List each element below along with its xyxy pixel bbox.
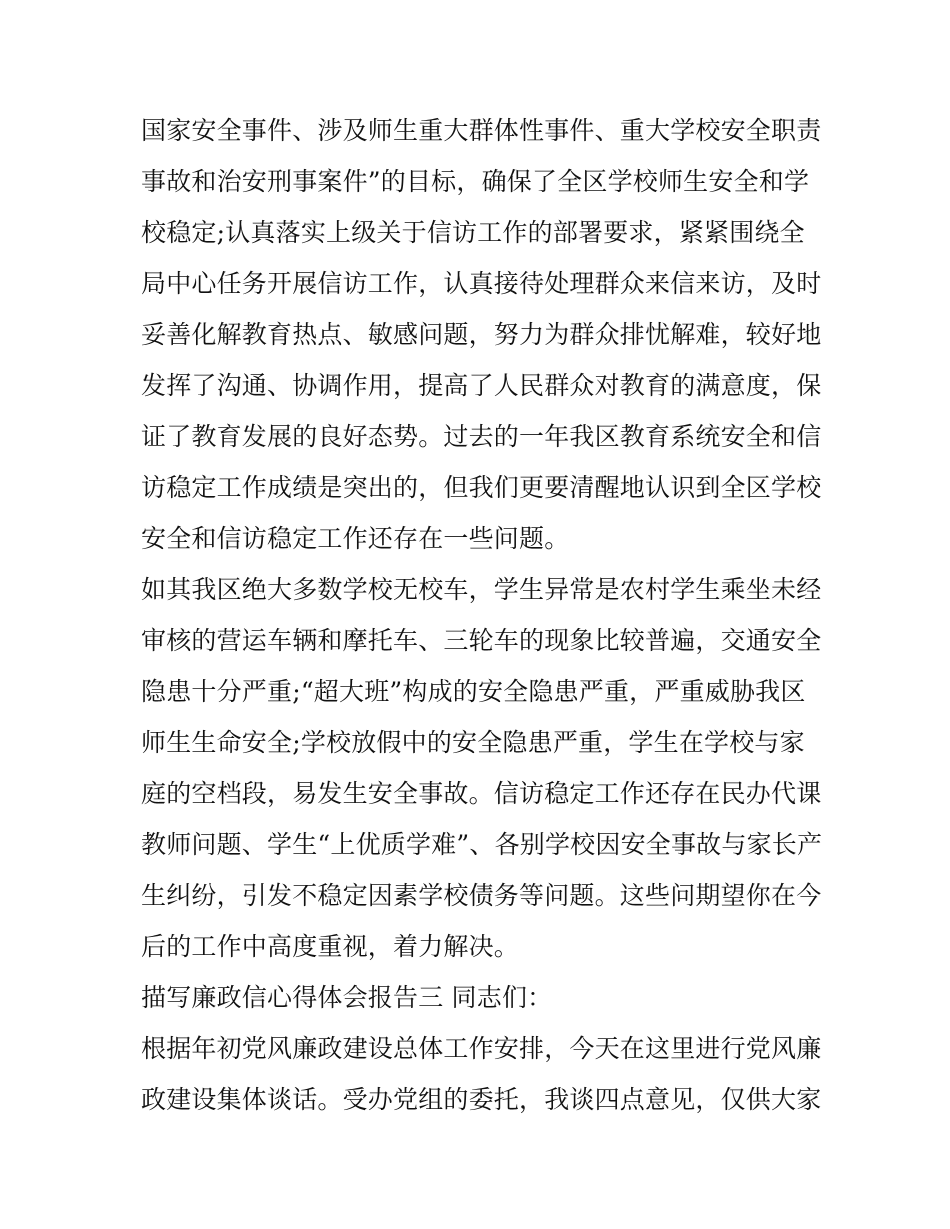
section-heading: 描写廉政信心得体会报告三 同志们： (141, 983, 553, 1012)
text-line: 妥善化解教育热点、敏感问题，努力为群众排忧解难，较好地 (141, 320, 822, 349)
text-line: 发挥了沟通、协调作用，提高了人民群众对教育的满意度，保 (141, 371, 822, 400)
text-line: 证了教育发展的良好态势。过去的一年我区教育系统安全和信 (141, 422, 822, 451)
text-line: 政建设集体谈话。受办党组的委托，我谈四点意见，仅供大家 (141, 1085, 822, 1114)
text-line: 师生生命安全;学校放假中的安全隐患严重，学生在学校与家 (141, 728, 805, 757)
text-line: 国家安全事件、涉及师生重大群体性事件、重大学校安全职责 (141, 116, 822, 145)
text-line: 安全和信访稳定工作还存在一些问题。 (141, 524, 570, 553)
text-line: 局中心任务开展信访工作，认真接待处理群众来信来访，及时 (141, 269, 822, 298)
text-line: 生纠纷，引发不稳定因素学校债务等问题。这些问期望你在今 (141, 881, 822, 910)
text-line: 教师问题、学生“上优质学难”、各别学校因安全事故与家长产 (141, 830, 823, 859)
text-line: 后的工作中高度重视，着力解决。 (141, 932, 520, 961)
body-text (141, 105, 821, 1125)
text-line: 如其我区绝大多数学校无校车，学生异常是农村学生乘坐未经 (141, 575, 822, 604)
text-line: 庭的空档段，易发生安全事故。信访稳定工作还存在民办代课 (141, 779, 822, 808)
text-line: 事故和治安刑事案件”的目标，确保了全区学校师生安全和学 (141, 167, 810, 196)
text-line: 校稳定;认真落实上级关于信访工作的部署要求，紧紧围绕全 (141, 218, 805, 247)
text-line: 审核的营运车辆和摩托车、三轮车的现象比较普遍，交通安全 (141, 626, 822, 655)
text-line: 访稳定工作成绩是突出的，但我们更要清醒地认识到全区学校 (141, 473, 822, 502)
text-line: 隐患十分严重;“超大班”构成的安全隐患严重，严重威胁我区 (141, 677, 806, 706)
text-line: 根据年初党风廉政建设总体工作安排，今天在这里进行党风廉 (141, 1034, 822, 1063)
